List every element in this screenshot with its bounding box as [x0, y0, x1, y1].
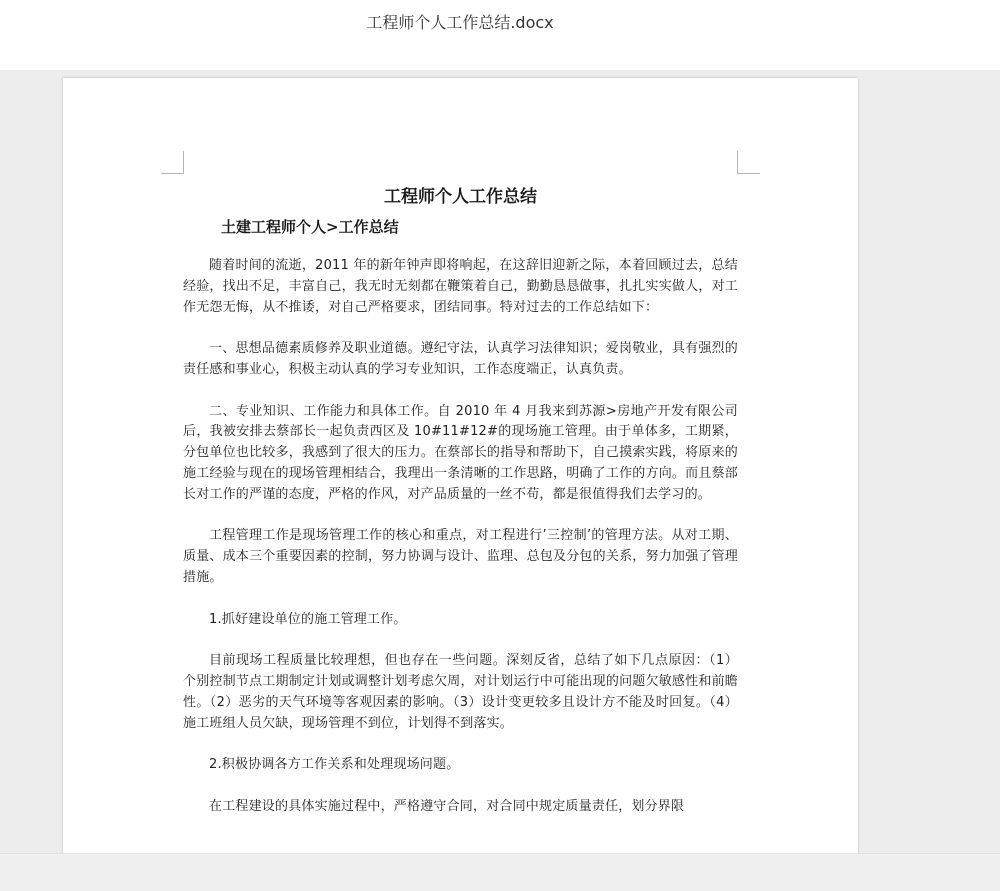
title-bar — [0, 0, 1000, 70]
body-paragraph: 一、思想品德素质修养及职业道德。遵纪守法，认真学习法律知识；爱岗敬业，具有强烈的责任感和事业心，积极主动认真的学习专业知识，工作态度端正，认真负责。 — [183, 341, 738, 377]
body-paragraph: 在工程建设的具体实施过程中，严格遵守合同，对合同中规定质量责任，划分界限 — [209, 798, 685, 814]
body-paragraph: 随着时间的流逝，2011 年的新年钟声即将响起，在这辞旧迎新之际，本着回顾过去，总结经验，找出不足，丰富自己，我无时无刻都在鞭策着自己，勤勤恳恳做事，扎扎实实做人，对工作无怨无悔，从不推诿，对自己严格要求，团结同事。特对过去的工作总结如下： — [183, 258, 738, 315]
document-viewer[interactable] — [0, 70, 1000, 853]
body-paragraph: 目前现场工程质量比较理想，但也存在一些问题。深刻反省，总结了如下几点原因：（1）个别控制节点工期制定计划或调整计划考虑欠周，对计划运行中可能出现的问题欠敏感性和前瞻性。（2）恶劣的天气环境等客观因素的影响。（3）设计变更较多且设计方不能及时回复。（4）施工班组人员欠缺，现场管理不到位，计划得不到落实。 — [183, 653, 738, 731]
document-subtitle: 土建工程师个人>工作总结 — [221, 218, 399, 236]
document-body — [183, 256, 738, 838]
body-paragraph: 2.积极协调各方工作关系和处理现场问题。 — [209, 757, 460, 773]
margin-corner-mark-right — [737, 151, 760, 174]
margin-corner-mark-left — [161, 151, 184, 174]
document-page — [63, 78, 858, 853]
body-paragraph: 二、专业知识、工作能力和具体工作。自 2010 年 4 月我来到苏源>房地产开发有限公司后，我被安排去蔡部长一起负责西区及 10#11#12#的现场施工管理。由于单体多，工期紧，分包单位也比较多，我感到了很大的压力。在蔡部长的指导和帮助下，自己摸索实践，将原来的施工经验与现在的现场管理相结合，我理出一条清晰的工作思路，明确了工作的方向。而且蔡部长对工作的严谨的态度，严格的作风，对产品质量的一丝不苟，都是很值得我们去学习的。 — [183, 403, 738, 502]
bottom-bar — [0, 853, 1000, 891]
document-title: 工程师个人工作总结 — [384, 187, 537, 207]
body-paragraph: 工程管理工作是现场管理工作的核心和重点，对工程进行’三控制’的管理方法。从对工期、质量、成本三个重要因素的控制，努力协调与设计、监理、总包及分包的关系，努力加强了管理措施。 — [183, 528, 738, 585]
body-paragraph: 1.抓好建设单位的施工管理工作。 — [209, 611, 407, 627]
file-title: 工程师个人工作总结.docx — [366, 13, 554, 32]
